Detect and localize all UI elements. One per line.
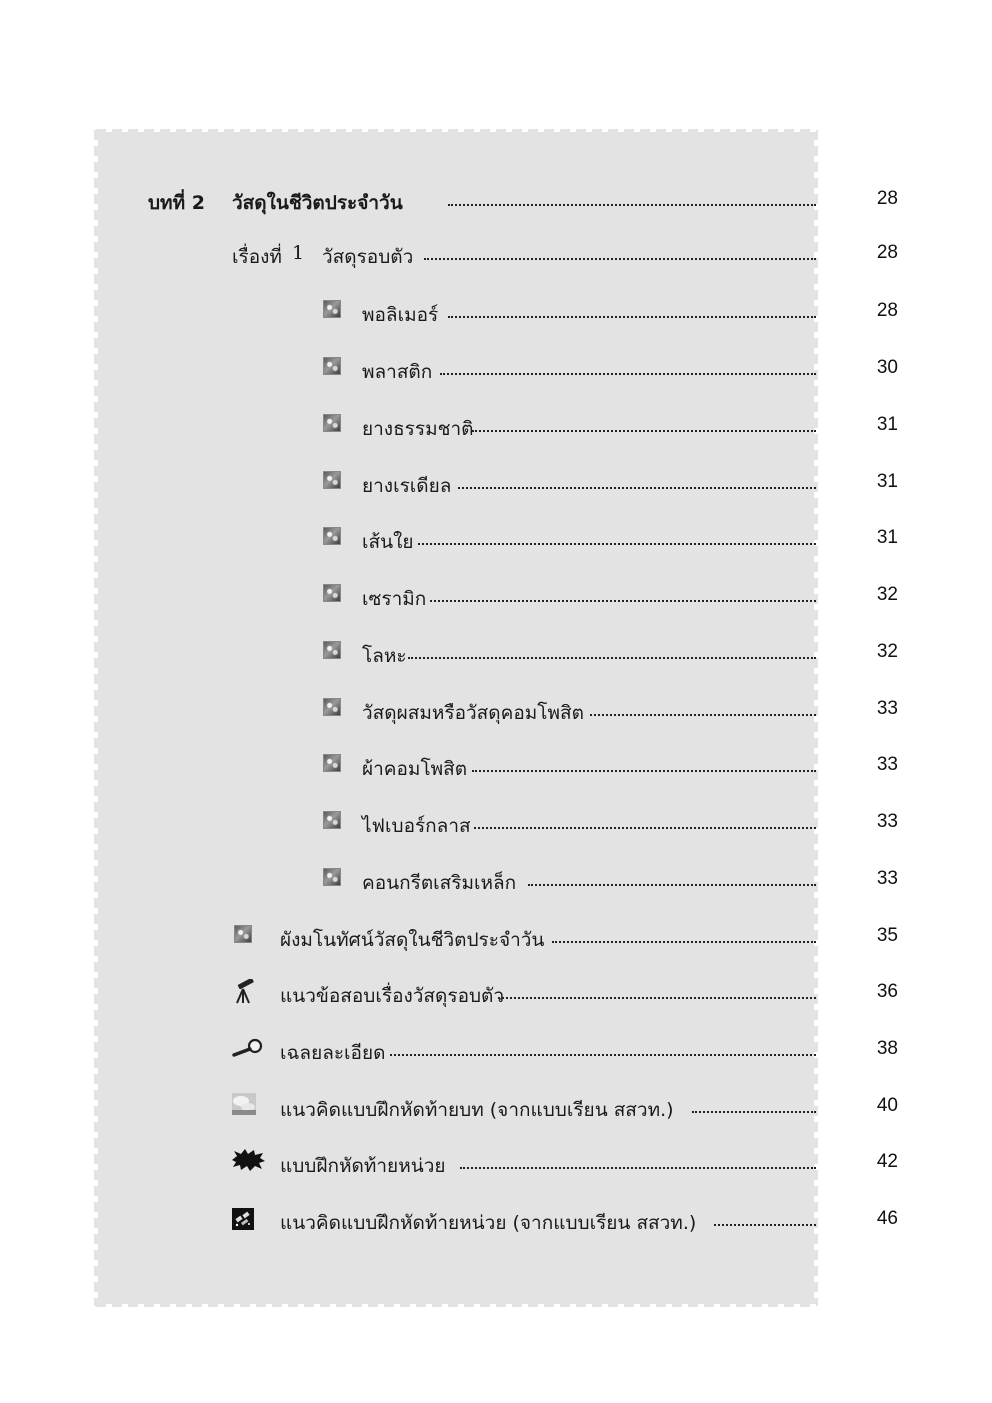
chapter-page-number: 28 (876, 188, 898, 209)
dot-leader (498, 997, 816, 999)
subitem-title: เส้นใย (362, 531, 414, 553)
chapter-title: วัสดุในชีวิตประจำวัน (232, 192, 403, 214)
subitem-page-number: 33 (876, 698, 898, 719)
subitem-page-number: 32 (876, 641, 898, 662)
subitem-title: คอนกรีตเสริมเหล็ก (362, 872, 517, 894)
dot-leader (472, 770, 816, 772)
section-page-number: 38 (876, 1038, 898, 1059)
toc-section-row[interactable] (0, 977, 992, 1013)
photo-bullet-icon (323, 868, 341, 886)
subitem-page-number: 33 (876, 868, 898, 889)
telescope-icon (232, 979, 256, 1005)
dot-leader (390, 1054, 816, 1056)
photo-bullet-icon (323, 754, 341, 772)
dot-leader (552, 941, 816, 943)
dot-leader (418, 543, 816, 545)
lesson-prefix: เรื่องที่ (232, 246, 282, 268)
toc-section-row[interactable] (0, 921, 992, 957)
section-title: แนวคิดแบบฝึกหัดท้ายหน่วย (จากแบบเรียน สสวท.) (280, 1212, 697, 1234)
subitem-page-number: 33 (876, 811, 898, 832)
section-title: แนวคิดแบบฝึกหัดท้ายบท (จากแบบเรียน สสวท.) (280, 1099, 674, 1121)
lesson-page-number: 28 (876, 242, 898, 263)
section-title: เฉลยละเอียด (280, 1042, 386, 1064)
subitem-page-number: 31 (876, 471, 898, 492)
toc-chapter-row[interactable] (0, 184, 992, 220)
dot-leader (474, 827, 816, 829)
section-page-number: 40 (876, 1095, 898, 1116)
section-title: แนวข้อสอบเรื่องวัสดุรอบตัว (280, 985, 505, 1007)
toc-subitem-row[interactable] (0, 296, 992, 332)
toc-subitem-row[interactable] (0, 410, 992, 446)
subitem-page-number: 28 (876, 300, 898, 321)
section-title: ผังมโนทัศน์วัสดุในชีวิตประจำวัน (280, 929, 545, 951)
photo-bullet-icon (234, 925, 252, 943)
dot-leader (458, 487, 816, 489)
magnifier-icon (230, 1038, 266, 1058)
subitem-title: พอลิเมอร์ (362, 304, 439, 326)
starburst-icon (230, 1149, 266, 1171)
subitem-title: ไฟเบอร์กลาส (362, 815, 471, 837)
dot-leader (590, 714, 816, 716)
photo-bullet-icon (323, 357, 341, 375)
dot-leader (692, 1111, 816, 1113)
satellite-icon (232, 1208, 254, 1230)
subitem-page-number: 31 (876, 527, 898, 548)
toc-section-row[interactable] (0, 1204, 992, 1240)
toc-subitem-row[interactable] (0, 694, 992, 730)
photo-bullet-icon (323, 641, 341, 659)
subitem-title: โลหะ (362, 645, 407, 667)
toc-section-row[interactable] (0, 1034, 992, 1070)
lesson-number: 1 (292, 242, 305, 264)
toc-subitem-row[interactable] (0, 807, 992, 843)
photo-bullet-icon (323, 300, 341, 318)
subitem-title: ยางธรรมชาติ (362, 418, 474, 440)
subitem-title: พลาสติก (362, 361, 433, 383)
dot-leader (714, 1224, 816, 1226)
cloud-photo-icon (232, 1093, 256, 1115)
photo-bullet-icon (323, 584, 341, 602)
lesson-title: วัสดุรอบตัว (322, 246, 414, 268)
toc-section-row[interactable] (0, 1147, 992, 1183)
dot-leader (440, 373, 816, 375)
dot-leader (448, 204, 816, 206)
photo-bullet-icon (323, 527, 341, 545)
toc-section-row[interactable] (0, 1091, 992, 1127)
photo-bullet-icon (323, 471, 341, 489)
panel-top-edge (96, 129, 816, 132)
toc-subitem-row[interactable] (0, 864, 992, 900)
dot-leader (424, 258, 816, 260)
toc-lesson-row[interactable] (0, 238, 992, 274)
section-page-number: 35 (876, 925, 898, 946)
toc-subitem-row[interactable] (0, 353, 992, 389)
subitem-title: ผ้าคอมโพสิต (362, 758, 468, 780)
dot-leader (460, 1167, 816, 1169)
section-page-number: 46 (876, 1208, 898, 1229)
subitem-page-number: 32 (876, 584, 898, 605)
subitem-page-number: 31 (876, 414, 898, 435)
photo-bullet-icon (323, 414, 341, 432)
toc-subitem-row[interactable] (0, 750, 992, 786)
photo-bullet-icon (323, 698, 341, 716)
section-title: แบบฝึกหัดท้ายหน่วย (280, 1155, 446, 1177)
photo-bullet-icon (323, 811, 341, 829)
dot-leader (408, 657, 816, 659)
toc-subitem-row[interactable] (0, 580, 992, 616)
subitem-page-number: 33 (876, 754, 898, 775)
dot-leader (528, 884, 816, 886)
subitem-title: วัสดุผสมหรือวัสดุคอมโพสิต (362, 702, 584, 724)
dot-leader (448, 316, 816, 318)
subitem-title: เซรามิก (362, 588, 427, 610)
section-page-number: 42 (876, 1151, 898, 1172)
section-page-number: 36 (876, 981, 898, 1002)
toc-subitem-row[interactable] (0, 637, 992, 673)
chapter-prefix: บทที่ 2 (148, 192, 205, 214)
panel-bottom-edge (96, 1304, 816, 1307)
dot-leader (430, 600, 816, 602)
dot-leader (472, 430, 816, 432)
subitem-page-number: 30 (876, 357, 898, 378)
toc-subitem-row[interactable] (0, 467, 992, 503)
toc-subitem-row[interactable] (0, 523, 992, 559)
subitem-title: ยางเรเดียล (362, 475, 452, 497)
